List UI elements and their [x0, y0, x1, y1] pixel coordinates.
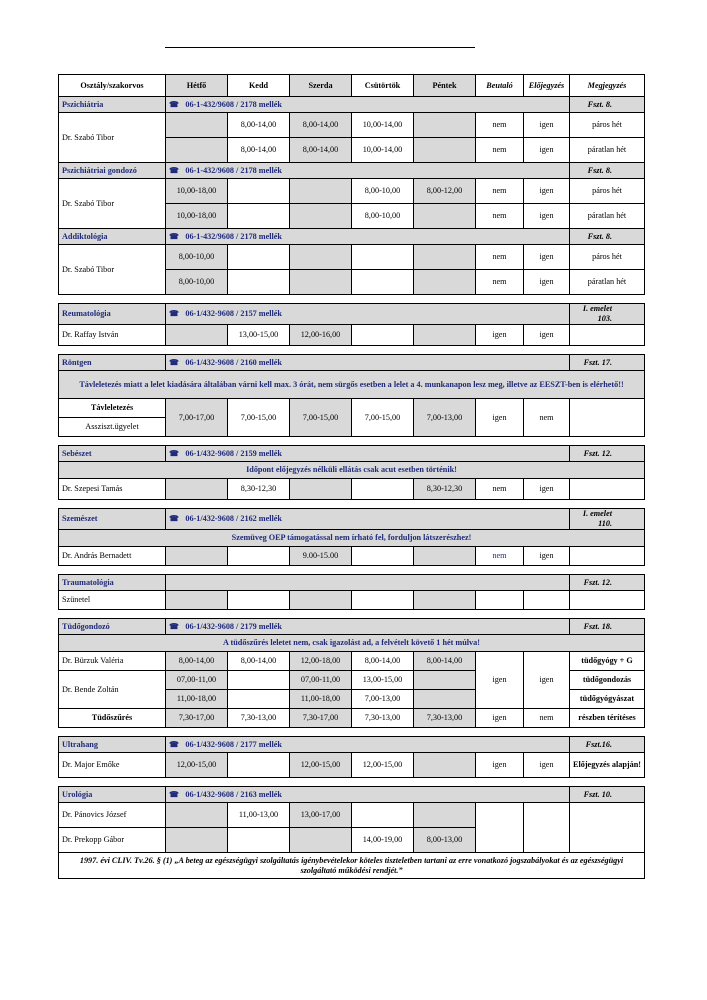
cell-note	[570, 325, 645, 346]
spacer	[59, 295, 645, 304]
cell-fri: 8,00-13,00	[414, 828, 476, 853]
section-phone	[166, 304, 570, 325]
cell-referral: igen	[476, 753, 524, 778]
phone-number: 06-1/432-9608 / 2163 mellék	[185, 789, 282, 799]
cell-thu: 8,00-10,00	[352, 179, 414, 204]
cell-tue	[228, 204, 290, 229]
cell-fri	[414, 325, 476, 346]
section-location: Fszt. 12.	[570, 446, 645, 462]
cell-mon	[166, 828, 228, 853]
table-row	[59, 547, 645, 566]
col-header-monday: Hétfő	[166, 75, 228, 97]
cell-thu: 7,00-15,00	[352, 399, 414, 437]
cell-referral: nem	[476, 113, 524, 138]
phone-icon: ☎	[169, 99, 180, 109]
doctor-name: Dr. Bende Zoltán	[59, 671, 166, 709]
cell-note	[570, 399, 645, 437]
eye-notice: Szemüveg OEP támogatással nem írható fel, forduljon látszerészhez!	[59, 530, 645, 547]
cell-fri: 8,30-12,30	[414, 479, 476, 500]
cell-note: részben térítéses	[570, 709, 645, 728]
cell-mon: 11,00-18,00	[166, 690, 228, 709]
phone-number: 06-1/432-9608 / 2177 mellék	[185, 739, 282, 749]
cell-note: Előjegyzés alapján!	[570, 753, 645, 778]
cell-mon: 7,00-17,00	[166, 399, 228, 437]
doctor-name: Dr. Bürzuk Valéria	[59, 652, 166, 671]
cell-fri	[414, 113, 476, 138]
cell-note: tüdőgyógyászat	[570, 690, 645, 709]
cell-tue	[228, 245, 290, 270]
cell-mon: 10,00-18,00	[166, 204, 228, 229]
cell-referral: nem	[476, 245, 524, 270]
cell-wed	[290, 204, 352, 229]
cell-thu	[352, 479, 414, 500]
phone-icon: ☎	[169, 309, 180, 318]
cell-thu: 10,00-14,00	[352, 138, 414, 163]
spacer	[59, 437, 645, 446]
section-location: Fszt. 8.	[570, 163, 645, 179]
cell-tue: 13,00-15,00	[228, 325, 290, 346]
cell-thu: 8,00-10,00	[352, 204, 414, 229]
col-header-dept: Osztály/szakorvos	[59, 75, 166, 97]
table-row	[59, 652, 645, 671]
spacer	[59, 778, 645, 787]
cell-fri	[414, 270, 476, 295]
cell-tue	[228, 270, 290, 295]
cell-note: tüdőgondozás	[570, 671, 645, 690]
section-phone	[166, 509, 570, 530]
cell-referral: nem	[476, 179, 524, 204]
phone-icon: ☎	[169, 357, 180, 367]
cell-note: páros hét	[570, 245, 645, 270]
section-name: Röntgen	[59, 355, 166, 371]
phone-icon: ☎	[169, 165, 180, 175]
cell-thu: 7,00-13,00	[352, 690, 414, 709]
col-header-referral: Beutaló	[476, 75, 524, 97]
section-header-lung-care	[59, 619, 645, 635]
cell-fri	[414, 671, 476, 690]
cell-tue	[228, 547, 290, 566]
surgery-notice: Időpont előjegyzés nélküli ellátás csak acut esetben történik!	[59, 462, 645, 479]
top-rule	[165, 47, 475, 48]
section-name: Pszichiátriai gondozó	[59, 163, 166, 179]
cell-referral: igen	[476, 652, 524, 709]
cell-note: páratlan hét	[570, 204, 645, 229]
spacer	[59, 346, 645, 355]
table-row	[59, 325, 645, 346]
section-location: Fszt. 10.	[570, 787, 645, 803]
cell-wed	[290, 828, 352, 853]
table-row	[59, 591, 645, 610]
section-header-rheumatology	[59, 304, 645, 325]
lung-notice: A tüdőszűrés leletet nem, csak igazolást ad, a felvételt követő 1 hét múlva!	[59, 635, 645, 652]
phone-number: 06-1/432-9608 / 2159 mellék	[185, 448, 282, 458]
cell-booking: igen	[524, 270, 570, 295]
section-location: Fszt. 8.	[570, 97, 645, 113]
xray-labels	[59, 399, 166, 437]
cell-booking: igen	[524, 138, 570, 163]
section-phone	[166, 163, 570, 179]
xray-notice: Távleletezés miatt a lelet kiadására általában várni kell max. 3 órát, nem sürgős esetben a lelet a 4. munkanapon lesz meg, illetve az EESZT-ben is elérhető!!	[59, 371, 645, 399]
notice-row	[59, 462, 645, 479]
cell-fri	[414, 753, 476, 778]
header-row	[59, 75, 645, 97]
section-phone	[166, 619, 570, 635]
cell-thu	[352, 547, 414, 566]
table-row	[59, 179, 645, 204]
section-name: Addiktológia	[59, 229, 166, 245]
cell-tue: 11,00-13,00	[228, 803, 290, 828]
cell-thu	[352, 325, 414, 346]
section-header-surgery	[59, 446, 645, 462]
cell-wed: 7,30-17,00	[290, 709, 352, 728]
cell-note: páratlan hét	[570, 138, 645, 163]
section-location: Fszt. 12.	[570, 575, 645, 591]
cell-referral: igen	[476, 399, 524, 437]
screening-label: Tüdőszűrés	[59, 709, 166, 728]
cell-booking: igen	[524, 325, 570, 346]
col-header-booking: Előjegyzés	[524, 75, 570, 97]
spacer	[59, 728, 645, 737]
cell-thu: 12,00-15,00	[352, 753, 414, 778]
section-location: Fszt. 8.	[570, 229, 645, 245]
cell-booking: igen	[524, 753, 570, 778]
section-name: Tüdőgondozó	[59, 619, 166, 635]
cell-referral: nem	[476, 270, 524, 295]
spacer	[59, 500, 645, 509]
section-header-psychiatry	[59, 97, 645, 113]
section-name: Sebészet	[59, 446, 166, 462]
spacer	[59, 566, 645, 575]
section-name: Pszichiátria	[59, 97, 166, 113]
section-location: I. emelet 103.	[570, 304, 645, 325]
cell-mon: 8,00-10,00	[166, 270, 228, 295]
phone-icon: ☎	[169, 739, 180, 749]
cell-referral: igen	[476, 709, 524, 728]
cell-thu: 14,00-19,00	[352, 828, 414, 853]
cell-tue	[228, 671, 290, 690]
cell-mon	[166, 479, 228, 500]
cell-mon: 10,00-18,00	[166, 179, 228, 204]
cell-referral: nem	[476, 138, 524, 163]
cell-wed: 8,00-14,00	[290, 138, 352, 163]
cell-mon: 8,00-10,00	[166, 245, 228, 270]
table-row	[59, 479, 645, 500]
cell-referral: nem	[476, 547, 524, 566]
cell-wed	[290, 270, 352, 295]
section-header-ultrasound	[59, 737, 645, 753]
section-name: Reumatológia	[59, 304, 166, 325]
cell-tue: 7,30-13,00	[228, 709, 290, 728]
spacer	[59, 610, 645, 619]
phone-number: 06-1/432-9608 / 2160 mellék	[185, 357, 282, 367]
cell-thu	[352, 803, 414, 828]
cell-fri	[414, 245, 476, 270]
cell-note	[570, 547, 645, 566]
cell-booking: igen	[524, 204, 570, 229]
cell-referral: igen	[476, 325, 524, 346]
doctor-name: Dr. Szabó Tibor	[59, 113, 166, 163]
cell-mon: 7,30-17,00	[166, 709, 228, 728]
col-header-tuesday: Kedd	[228, 75, 290, 97]
cell-thu	[352, 245, 414, 270]
phone-number: 06-1/432-9608 / 2157 mellék	[185, 309, 282, 318]
cell-tue: 8,00-14,00	[228, 138, 290, 163]
cell-wed	[290, 479, 352, 500]
cell-wed	[290, 245, 352, 270]
doctor-name: Dr. András Bernadett	[59, 547, 166, 566]
legal-footer: 1997. évi CLIV. Tv.26. § (1) „A beteg az egészségügyi szolgáltatás igénybevételekor köteles tiszteletben tartani az erre vonatkozó jogszabályokat és az egészségügyi szolgáltató működési rendjét.”	[59, 853, 645, 879]
cell-booking: nem	[524, 709, 570, 728]
cell-wed	[290, 179, 352, 204]
cell-fri: 7,00-13,00	[414, 399, 476, 437]
phone-icon: ☎	[169, 448, 180, 458]
notice-row	[59, 530, 645, 547]
cell-note: páros hét	[570, 113, 645, 138]
cell-mon	[166, 325, 228, 346]
cell-tue: 8,00-14,00	[228, 113, 290, 138]
section-header-urology	[59, 787, 645, 803]
cell-booking: igen	[524, 113, 570, 138]
section-phone	[166, 229, 570, 245]
section-location: Fszt. 18.	[570, 619, 645, 635]
cell-mon	[166, 113, 228, 138]
cell-mon	[166, 138, 228, 163]
cell-note	[570, 479, 645, 500]
phone-number: 06-1-432/9608 / 2178 mellék	[185, 99, 282, 109]
cell-tue	[228, 828, 290, 853]
cell-thu	[352, 270, 414, 295]
cell-fri: 7,30-13,00	[414, 709, 476, 728]
status-text: Szünetel	[59, 591, 166, 610]
table-row	[59, 113, 645, 138]
table-row	[59, 399, 645, 437]
cell-booking: nem	[524, 399, 570, 437]
cell-wed: 13,00-17,00	[290, 803, 352, 828]
cell-booking: igen	[524, 652, 570, 709]
cell-wed: 9.00-15.00	[290, 547, 352, 566]
section-phone	[166, 737, 570, 753]
col-header-wednesday: Szerda	[290, 75, 352, 97]
cell-note: páros hét	[570, 179, 645, 204]
cell-note: páratlan hét	[570, 270, 645, 295]
table-row	[59, 709, 645, 728]
section-phone	[166, 446, 570, 462]
doctor-name: Dr. Szabó Tibor	[59, 179, 166, 229]
cell-wed: 12,00-16,00	[290, 325, 352, 346]
footer-row	[59, 853, 645, 879]
doctor-name: Dr. Pánovics József	[59, 803, 166, 828]
section-name: Ultrahang	[59, 737, 166, 753]
section-phone	[166, 97, 570, 113]
section-phone	[166, 787, 570, 803]
cell-tue: 8,00-14,00	[228, 652, 290, 671]
cell-booking: igen	[524, 179, 570, 204]
cell-mon: 8,00-14,00	[166, 652, 228, 671]
cell-wed: 07,00-11,00	[290, 671, 352, 690]
cell-wed: 12,00-15,00	[290, 753, 352, 778]
cell-mon	[166, 803, 228, 828]
section-location: Fszt. 17.	[570, 355, 645, 371]
cell-referral: nem	[476, 204, 524, 229]
section-location: I. emelet 110.	[570, 509, 645, 530]
cell-tue	[228, 179, 290, 204]
cell-referral: nem	[476, 479, 524, 500]
cell-mon: 07,00-11,00	[166, 671, 228, 690]
cell-booking: igen	[524, 547, 570, 566]
cell-wed: 7,00-15,00	[290, 399, 352, 437]
cell-note: tüdőgyógy + G	[570, 652, 645, 671]
section-header-xray	[59, 355, 645, 371]
cell-fri	[414, 204, 476, 229]
cell-wed: 8,00-14,00	[290, 113, 352, 138]
doctor-name: Dr. Szabó Tibor	[59, 245, 166, 295]
cell-thu: 8,00-14,00	[352, 652, 414, 671]
cell-mon	[166, 547, 228, 566]
phone-number: 06-1/432-9608 / 2179 mellék	[185, 621, 282, 631]
section-name: Szemészet	[59, 509, 166, 530]
phone-number: 06-1/432-9608 / 2162 mellék	[185, 514, 282, 523]
cell-thu: 7,30-13,00	[352, 709, 414, 728]
table-row	[59, 753, 645, 778]
cell-tue	[228, 753, 290, 778]
doctor-name: Dr. Major Emőke	[59, 753, 166, 778]
phone-icon: ☎	[169, 231, 180, 241]
cell-fri	[414, 547, 476, 566]
phone-number: 06-1-432/9608 / 2178 mellék	[185, 165, 282, 175]
cell-fri	[414, 690, 476, 709]
col-header-note: Megjegyzés	[570, 75, 645, 97]
table-row	[59, 245, 645, 270]
cell-fri	[414, 138, 476, 163]
section-name: Urológia	[59, 787, 166, 803]
cell-booking: igen	[524, 245, 570, 270]
phone-number: 06-1-432/9608 / 2178 mellék	[185, 231, 282, 241]
schedule-table	[58, 74, 645, 879]
doctor-name: Dr. Szepesi Tamás	[59, 479, 166, 500]
col-header-friday: Péntek	[414, 75, 476, 97]
section-name: Traumatológia	[59, 575, 166, 591]
cell-tue	[228, 690, 290, 709]
section-header-psychiatric-care	[59, 163, 645, 179]
teleradiology-label: Távleletezés	[59, 399, 165, 418]
section-header-ophthalmology	[59, 509, 645, 530]
doctor-name: Dr. Prekopp Gábor	[59, 828, 166, 853]
section-phone	[166, 355, 570, 371]
cell-wed: 12,00-18,00	[290, 652, 352, 671]
table-row	[59, 803, 645, 828]
col-header-thursday: Csütörtök	[352, 75, 414, 97]
cell-thu: 10,00-14,00	[352, 113, 414, 138]
doctor-name: Dr. Raffay István	[59, 325, 166, 346]
cell-fri: 8,00-12,00	[414, 179, 476, 204]
section-header-traumatology	[59, 575, 645, 591]
assistant-duty-label: Assziszt.ügyelet	[85, 422, 139, 431]
section-header-addictology	[59, 229, 645, 245]
phone-icon: ☎	[169, 514, 180, 523]
cell-mon: 12,00-15,00	[166, 753, 228, 778]
cell-fri	[414, 803, 476, 828]
cell-tue: 7,00-15,00	[228, 399, 290, 437]
cell-fri: 8,00-14,00	[414, 652, 476, 671]
cell-wed: 11,00-18,00	[290, 690, 352, 709]
cell-tue: 8,30-12,30	[228, 479, 290, 500]
phone-icon: ☎	[169, 789, 180, 799]
section-location: Fszt.16.	[570, 737, 645, 753]
phone-icon: ☎	[169, 621, 180, 631]
cell-booking: igen	[524, 479, 570, 500]
notice-row	[59, 635, 645, 652]
notice-row	[59, 371, 645, 399]
cell-thu: 13,00-15,00	[352, 671, 414, 690]
